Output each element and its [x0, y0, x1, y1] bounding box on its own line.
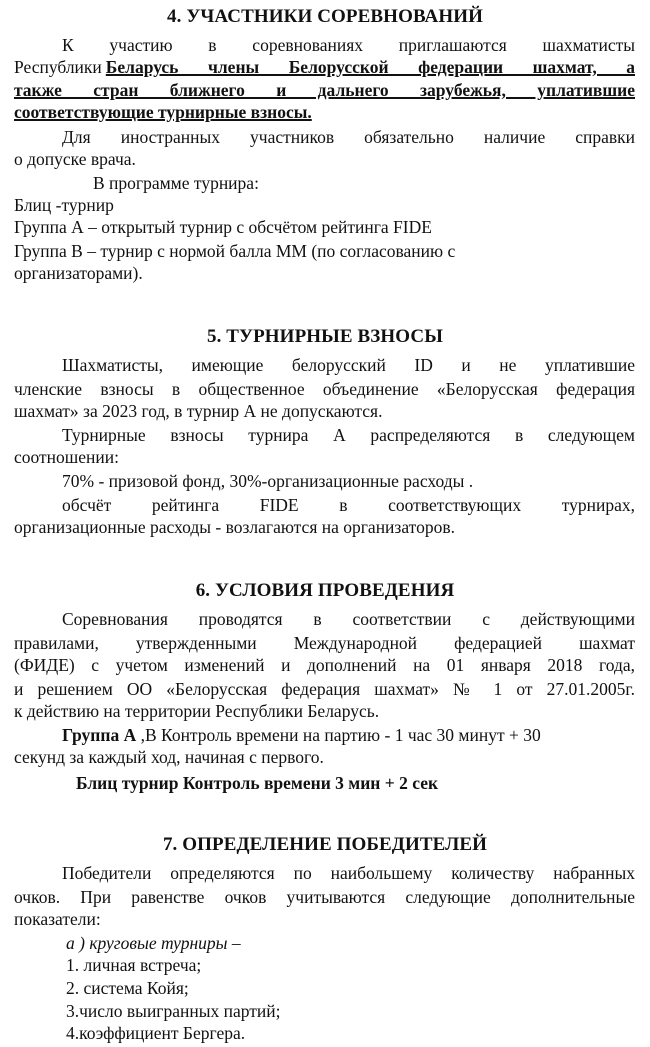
- list-item: 3.число выигранных партий;: [66, 1001, 281, 1021]
- s6-line-2: правилами, утвержденными Международной федерацией шахмат: [14, 633, 635, 653]
- list-item: 4.коэффициент Бергера.: [66, 1023, 246, 1043]
- s6-line-8: Блиц турнир Контроль времени 3 мин + 2 сек: [76, 773, 439, 793]
- s5-line-1: Шахматисты, имеющие белорусский ID и не уплатившие: [62, 355, 635, 375]
- s4-line-2-bold: Беларусь члены Белорусской федерации шахмат, а: [105, 57, 635, 77]
- section-7-title: 7. ОПРЕДЕЛЕНИЕ ПОБЕДИТЕЛЕЙ: [162, 834, 488, 855]
- s5-line-8: организационные расходы - возлагаются на организаторов.: [14, 517, 455, 537]
- s6-line-6: [62, 724, 541, 746]
- s4-line-11: организаторами).: [14, 263, 143, 283]
- s4-line-6: о допуске врача.: [14, 149, 136, 169]
- s5-line-4: Турнирные взносы турнира А распределяются в следующем: [62, 425, 635, 445]
- s4-line-4: соответствующие турнирные взносы.: [14, 102, 312, 122]
- s4-line-3: также стран ближнего и дальнего зарубежья, уплатившие: [14, 80, 635, 100]
- s5-line-3: шахмат» за 2023 год, в турнир А не допускаются.: [14, 401, 383, 421]
- s5-line-5: соотношении:: [14, 447, 119, 467]
- s4-line-10: Группа В – турнир с нормой балла ММ (по согласованию с: [14, 241, 456, 261]
- s6-line-6-bold: Группа А: [62, 725, 141, 745]
- s6-line-5: к действию на территории Республики Беларусь.: [14, 701, 380, 721]
- s4-line-8: Блиц -турнир: [14, 195, 114, 215]
- list-item: 2. система Койя;: [66, 978, 189, 998]
- s7-line-3: показатели:: [14, 909, 101, 929]
- s6-line-1: Соревнования проводятся в соответствии с действующими: [62, 609, 635, 629]
- s5-line-2: членские взносы в общественное объединение «Белорусская федерация: [14, 379, 635, 399]
- section-5-title: 5. ТУРНИРНЫЕ ВЗНОСЫ: [206, 326, 443, 347]
- s4-line-2-plain: Республики: [14, 57, 102, 77]
- s4-line-2: [14, 56, 635, 78]
- s6-line-7: секунд за каждый ход, начиная с первого.: [14, 747, 324, 767]
- s4-line-7: В программе турнира:: [93, 173, 259, 193]
- s7-line-4: а ) круговые турниры –: [66, 933, 241, 953]
- list-item: 1. личная встреча;: [66, 955, 202, 975]
- s7-line-2: очков. При равенстве очков учитываются следующие дополнительные: [14, 887, 635, 907]
- s6-line-4: и решением ОО «Белорусская федерация шахмат» № 1 от 27.01.2005г.: [14, 679, 635, 699]
- section-6-title: 6. УСЛОВИЯ ПРОВЕДЕНИЯ: [195, 580, 455, 601]
- section-4-title: 4. УЧАСТНИКИ СОРЕВНОВАНИЙ: [167, 6, 483, 27]
- s7-line-1: Победители определяются по наибольшему количеству набранных: [62, 863, 635, 883]
- s6-line-6-plain: ,В Контроль времени на партию - 1 час 30 минут + 30: [140, 725, 541, 745]
- s4-line-1: К участию в соревнованиях приглашаются шахматисты: [62, 35, 635, 55]
- s5-line-6: 70% - призовой фонд, 30%-организационные расходы .: [62, 471, 474, 491]
- s5-line-7: обсчёт рейтинга FIDE в соответствующих турнирах,: [62, 495, 635, 515]
- s6-line-3: (ФИДЕ) с учетом изменений и дополнений на 01 января 2018 года,: [14, 655, 635, 675]
- s4-line-9: Группа А – открытый турнир с обсчётом рейтинга FIDE: [14, 217, 432, 237]
- s4-line-5: Для иностранных участников обязательно наличие справки: [62, 127, 635, 147]
